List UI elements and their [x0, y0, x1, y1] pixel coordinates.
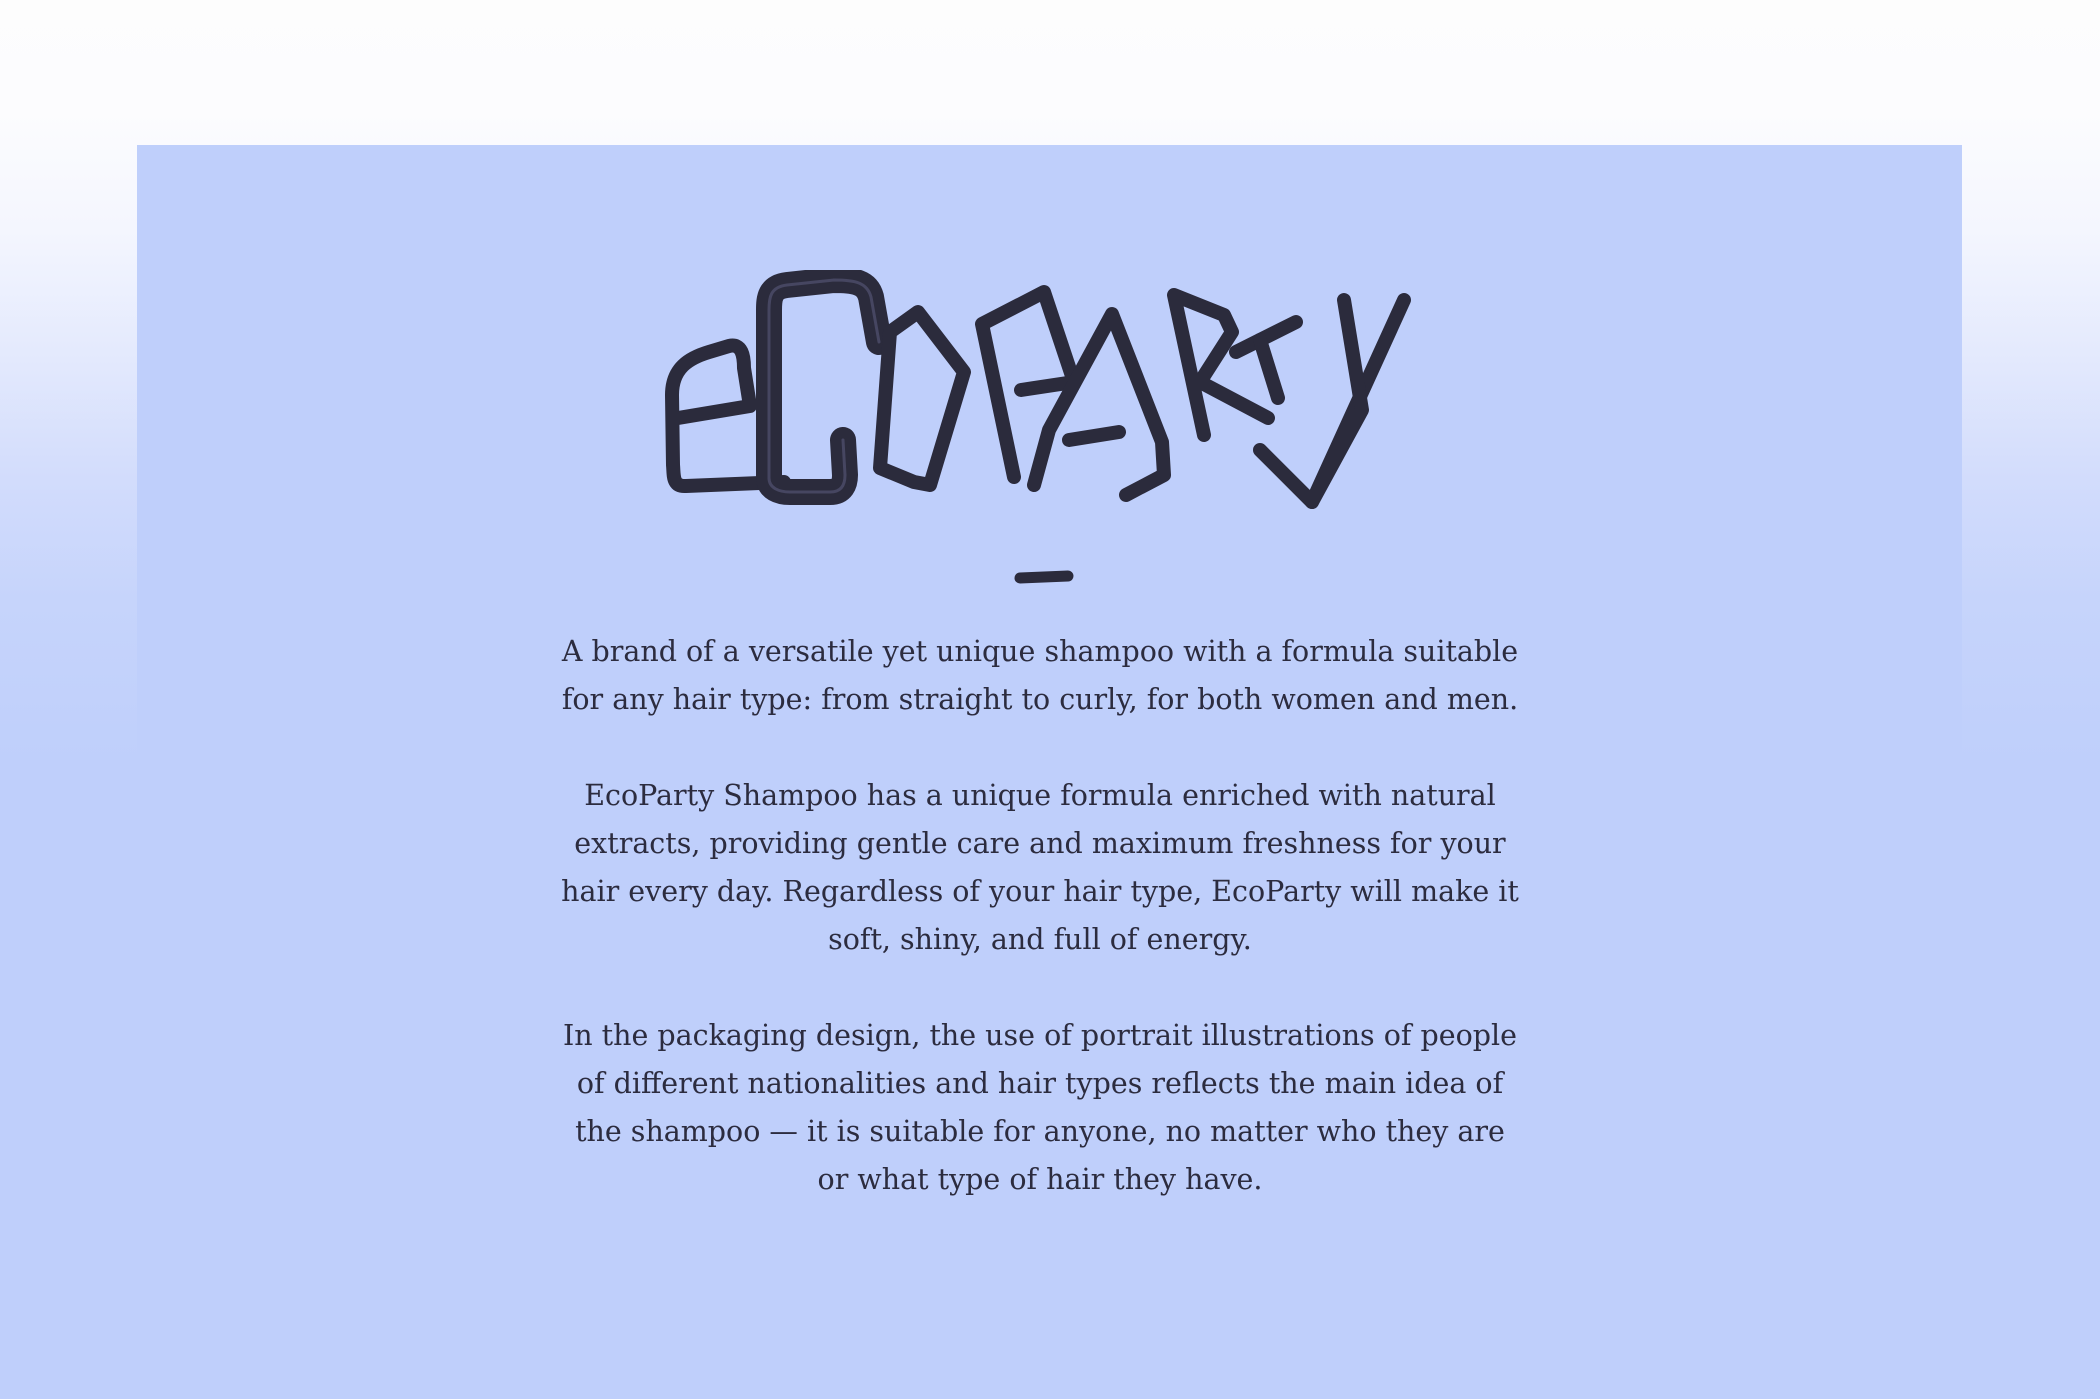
description-paragraph-3: In the packaging design, the use of portrait illustrations of people of different nationalities and hair types reflects the main idea of the shampoo — it is suitable for anyone, no matter who they are or what type of hair they have. [563, 1019, 1517, 1196]
description-paragraph-2: EcoParty Shampoo has a unique formula enriched with natural extracts, providing gentle care and maximum freshness for your hair every day. Regardless of your hair type, EcoParty will make it soft, shiny, and full of energy. [561, 779, 1519, 956]
ecoparty-logo [664, 270, 1464, 590]
brand-description [560, 628, 1520, 1252]
ecoparty-logo-art [664, 270, 1464, 590]
description-paragraph-1: A brand of a versatile yet unique shampoo with a formula suitable for any hair type: from straight to curly, for both women and men. [561, 635, 1519, 716]
